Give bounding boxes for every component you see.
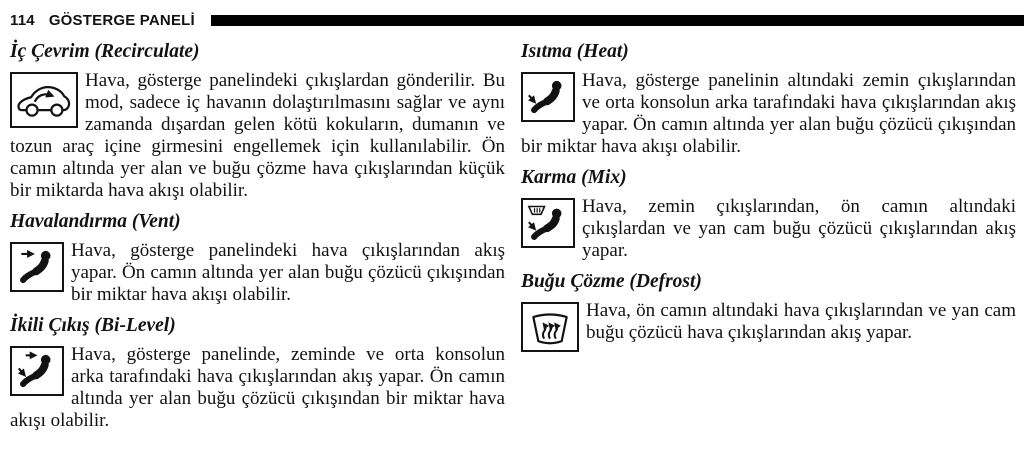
column-left bbox=[10, 37, 505, 438]
header-bar bbox=[211, 15, 1024, 26]
bilevel-airflow-icon bbox=[10, 346, 64, 396]
section-text: Hava, gösterge panelindeki çıkışlardan gönderilir. Bu mod, sadece iç havanın dolaştırılmasını sağlar ve aynı zamanda dışardan gelen kötü kokuların, dumanın ve tozun araç içine girmesini engellemek için kullanılabilir. Ön camın altında yer alan ve buğu çözme hava çıkışlarından küçük bir miktarda hava akışı olabilir. bbox=[10, 70, 505, 201]
section-body-bilevel bbox=[10, 344, 505, 432]
page-header bbox=[0, 0, 1024, 29]
content-columns bbox=[0, 29, 1024, 438]
section-text: Hava, gösterge panelindeki hava çıkışlarından akış yapar. Ön camın altında yer alan buğu çözücü çıkışından bir miktar hava akışı olabilir. bbox=[71, 240, 505, 305]
page-number: 114 bbox=[10, 12, 35, 29]
section-heading-vent: Havalandırma (Vent) bbox=[10, 211, 181, 232]
mix-airflow-icon bbox=[521, 198, 575, 248]
section-heading-mix: Karma (Mix) bbox=[521, 167, 627, 188]
section-heading-heat: Isıtma (Heat) bbox=[521, 41, 629, 62]
section-text: Hava, gösterge panelinin altındaki zemin çıkışlarından ve orta konsolun arka tarafındaki hava çıkışlarından akış yapar. Ön camın altında yer alan buğu çözücü çıkışından bir miktar hava akışı olabilir. bbox=[521, 70, 1016, 157]
defrost-windshield-icon bbox=[521, 302, 579, 352]
section-body-recirculate bbox=[10, 70, 505, 202]
page-title: GÖSTERGE PANELİ bbox=[48, 12, 195, 29]
section-body-mix bbox=[521, 196, 1016, 262]
section-heading-recirculate: İç Çevrim (Recirculate) bbox=[10, 41, 200, 62]
section-body-vent bbox=[10, 240, 505, 306]
vent-airflow-icon bbox=[10, 242, 64, 292]
section-heading-bilevel: İkili Çıkış (Bi-Level) bbox=[10, 315, 176, 336]
section-body-defrost bbox=[521, 300, 1016, 344]
section-body-heat bbox=[521, 70, 1016, 158]
recirculate-car-icon bbox=[10, 72, 78, 128]
section-text: Hava, zemin çıkışlarından, ön camın altındaki çıkışlardan ve yan cam buğu çözücü çıkışlarından akış yapar. bbox=[582, 196, 1016, 261]
section-text: Hava, ön camın altındaki hava çıkışlarından ve yan cam buğu çözücü hava çıkışlarından akış yapar. bbox=[586, 300, 1016, 343]
heat-airflow-icon bbox=[521, 72, 575, 122]
column-right bbox=[521, 37, 1016, 354]
section-heading-defrost: Buğu Çözme (Defrost) bbox=[521, 271, 702, 292]
section-text: Hava, gösterge panelinde, zeminde ve orta konsolun arka tarafındaki hava çıkışlarından akış yapar. Ön camın altında yer alan buğu çözücü çıkışından bir miktar hava akışı olabilir. bbox=[10, 344, 505, 431]
